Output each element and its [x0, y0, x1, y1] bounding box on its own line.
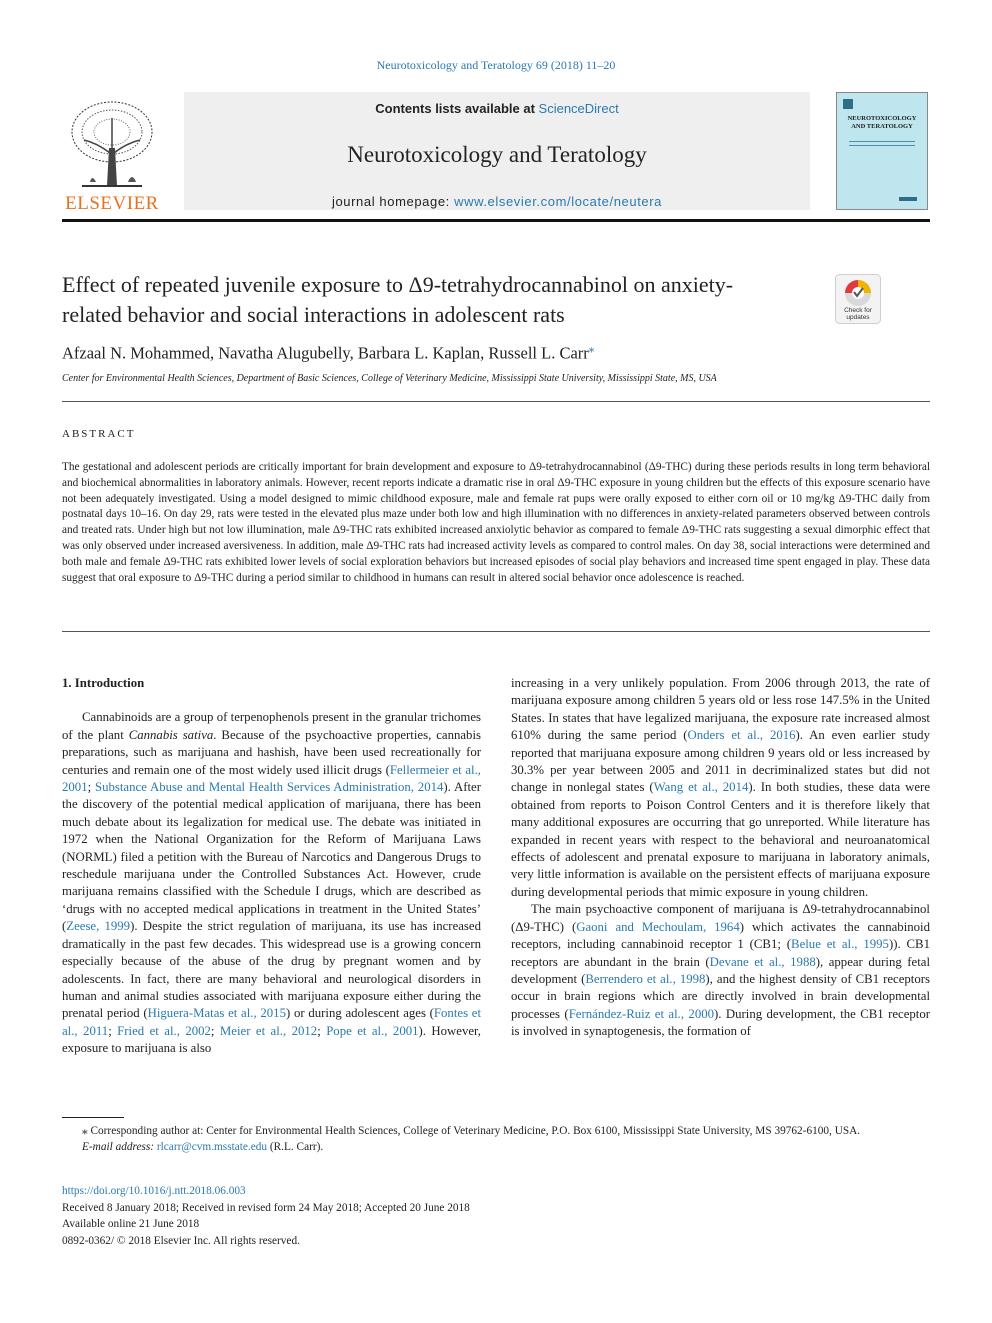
reference-link[interactable]: Fried et al., 2002 [117, 1023, 211, 1038]
author-list [62, 342, 594, 364]
cover-divider [849, 145, 915, 146]
text: ). However, exposure to marijuana is also [62, 1023, 481, 1056]
journal-title: Neurotoxicology and Teratology [347, 142, 647, 167]
sciencedirect-link[interactable]: ScienceDirect [538, 101, 619, 116]
text: ). In both studies, these data were obtained from reports to Poison Control Centers and it is therefore likely that many additional exposures are occurring that go unreported. While literature has expanded in recent years with respect to the behavioral and neuroanatomical effects of adolescent and prenatal exposure to marijuana in laboratory animals, very little information is available on the persistent effects of marijuana exposure during developmental periods that mimic exposure in young children. [511, 780, 930, 899]
cover-title: NEUROTOXICOLOGY AND TERATOLOGY [847, 115, 917, 130]
header-rule [62, 219, 930, 222]
article-title-line: related behavior and social interactions in adolescent rats [62, 302, 565, 327]
email-link[interactable]: rlcarr@cvm.msstate.edu [156, 1141, 268, 1153]
paragraph [62, 709, 481, 1057]
reference-link[interactable]: Meier et al., 2012 [219, 1023, 318, 1038]
contents-prefix: Contents lists available at [375, 101, 539, 116]
reference-link[interactable]: Fontes et al., 2011 [62, 1006, 482, 1038]
footnote [62, 1123, 930, 1155]
text: ). After the discovery of the potential medical application of marijuana, there has been much debate about its legalization for medical use. The debate was initiated in 1972 when the National Organization for the Reform of Marijuana Laws (NORML) filed a petition with the Bureau of Narcotics and Dangerous Drugs to reschedule marijuana under the Controlled Substances Act. However, crude marijuana remains classified with the Schedule I drugs, which are described as ‘drugs with no accepted medical applications in treatment in the United States’ ( [62, 780, 481, 934]
email-label: E-mail address: [82, 1141, 157, 1153]
body-right-column [511, 675, 930, 1041]
contents-availability [184, 101, 810, 116]
affiliation: Center for Environmental Health Sciences, Department of Basic Sciences, College of Veterinary Medicine, Mississippi State University, Mississippi State, MS, USA [62, 373, 717, 384]
journal-citation[interactable]: Neurotoxicology and Teratology 69 (2018) 11–20 [376, 58, 616, 72]
article-title [62, 270, 822, 330]
abstract-heading: ABSTRACT [62, 428, 136, 440]
text: Cannabinoids are a group of terpenophenols present in the granular trichomes of the plant [62, 710, 481, 742]
text: ; [108, 1023, 118, 1038]
received-dates: Received 8 January 2018; Received in revised form 24 May 2018; Accepted 20 June 2018 [62, 1201, 470, 1214]
text: ) which activates the cannabinoid receptors, including cannabinoid receptor 1 (CB1; ( [511, 919, 930, 952]
text: ; [87, 780, 95, 795]
footnote-mark: ⁎ [82, 1125, 88, 1137]
reference-link[interactable]: Zeese, 1999 [66, 919, 131, 934]
article-meta [62, 1183, 470, 1249]
divider [62, 401, 930, 402]
journal-homepage [184, 194, 810, 209]
text: ), and the highest density of CB1 receptors occur in brain regions which are directly involved in brain developmental processes ( [511, 971, 931, 1021]
text: ; [317, 1023, 327, 1038]
corresponding-author-mark[interactable]: ⁎ [588, 343, 595, 355]
cover-publisher-mark-icon [899, 197, 917, 201]
text: ). Despite the strict regulation of marijuana, its use has increased dramatically in the past few decades. This widespread use is a growing concern especially because of the abuse of the drug by pregnant women and by adolescents. In fact, there are many behavioral and neurological disorders in human and animal studies associated with marijuana exposure either during the prenatal period ( [62, 919, 481, 1021]
footnote-rule [62, 1117, 124, 1118]
reference-link[interactable]: Fernández-Ruiz et al., 2000 [568, 1006, 715, 1021]
text: ) or during adolescent ages ( [285, 1006, 434, 1021]
corresponding-author-note [62, 1123, 930, 1139]
abstract-text: The gestational and adolescent periods are critically important for brain development and exposure to Δ9-tetrahydrocannabinol (Δ9-THC) during these periods results in long term behavioral and biochemical abnormalities in laboratory animals. However, recent reports indicate a dramatic rise in oral Δ9-THC exposure in young children but the effects of this exposure scenario have not been adequately investigated. Using a model designed to mimic childhood exposure, male and female rat pups were orally exposed to either corn oil or 10 mg/kg Δ9-THC daily from postnatal days 10–16. On day 29, rats were tested in the elevated plus maze under both low and high illumination with no differences in anxiety-related parameters observed between controls and treated rats. Under high but not low illumination, male Δ9-THC rats exhibited increased anxiolytic behavior as compared to female Δ9-THC rats suggesting a sexual dimorphic effect that was only observed under increased aversiveness. In addition, male Δ9-THC rats had increased activity levels as compared to control males. On day 38, social interactions were determined and both male and female Δ9-THC rats exhibited lower levels of social exploration behaviors but increased episodes of social play behaviors and increased time spent engaged in play. These data suggest that oral exposure to Δ9-THC during a period similar to childhood in humans can result in altered social behavior once adolescence is reached. [62, 461, 930, 584]
check-for-updates-button[interactable] [835, 274, 881, 324]
reference-link[interactable]: Wang et al., 2014 [653, 780, 749, 795]
text: Corresponding author at: Center for Environmental Health Sciences, College of Veterinary Medicine, P.O. Box 6100, Mississippi State University, MS 39762-6100, USA. [87, 1125, 861, 1137]
reference-link[interactable]: Devane et al., 1988 [709, 954, 816, 969]
cover-divider [849, 141, 915, 142]
reference-link[interactable]: Onders et al., 2016 [687, 728, 796, 743]
text: ), appear during fetal development ( [511, 954, 930, 986]
cover-logo-icon [843, 99, 853, 109]
text: increasing in a very unlikely population. From 2006 through 2013, the rate of marijuana exposure among children 5 years old or less rose 147.5% in the United States. In states that have legalized marijuana, the exposure rate increased almost 610% during the same period ( [511, 676, 930, 743]
divider [62, 631, 930, 632]
reference-link[interactable]: Fellermeier et al., 2001 [62, 762, 481, 795]
available-online: Available online 21 June 2018 [62, 1218, 200, 1230]
doi-link[interactable]: https://doi.org/10.1016/j.ntt.2018.06.003 [62, 1185, 246, 1197]
paragraph [511, 901, 930, 1040]
check-updates-label: Check for updates [844, 307, 872, 321]
homepage-prefix: journal homepage: [331, 194, 455, 209]
paragraph [511, 675, 930, 901]
publisher-logo-text: ELSEVIER [65, 193, 159, 214]
text: )). CB1 receptors are abundant in the brain ( [511, 937, 930, 969]
reference-link[interactable]: Pope et al., 2001 [326, 1023, 419, 1038]
species-name: Cannabis sativa [128, 727, 214, 742]
text: . Because of the psychoactive properties, cannabis preparations, such as marijuana and hashish, have been used recreationally for centuries and remain one of the most widely used illicit drugs ( [62, 727, 481, 777]
journal-cover-thumbnail[interactable] [836, 92, 928, 210]
article-title-line: Effect of repeated juvenile exposure to Δ9-tetrahydrocannabinol on anxiety- [62, 272, 734, 297]
email-line [62, 1139, 930, 1155]
copyright: 0892-0362/ © 2018 Elsevier Inc. All rights reserved. [62, 1234, 300, 1247]
body-left-column [62, 675, 481, 1058]
text: The main psychoactive component of marijuana is Δ9-tetrahydrocannabinol (Δ9-THC) ( [511, 902, 930, 934]
homepage-link[interactable]: www.elsevier.com/locate/neutera [454, 194, 663, 209]
text: (R.L. Carr). [267, 1141, 324, 1153]
text: ). During development, the CB1 receptor is involved in synaptogenesis, the formation of [511, 1006, 930, 1039]
reference-link[interactable]: Higuera-Matas et al., 2015 [147, 1006, 286, 1021]
reference-link[interactable]: Belue et al., 1995 [791, 937, 889, 952]
tree-icon [62, 98, 162, 193]
text: ). An even earlier study reported that marijuana exposure among children 9 years old or less increased by 30.3% per year between 2005 and 2011 in decriminalized states but did not change in nonlegal states ( [511, 728, 930, 795]
reference-link[interactable]: Substance Abuse and Mental Health Services Administration, 2014 [94, 780, 444, 795]
text: ; [210, 1023, 220, 1038]
reference-link[interactable]: Gaoni and Mechoulam, 1964 [576, 919, 740, 934]
reference-link[interactable]: Berrendero et al., 1998 [585, 971, 706, 986]
authors: Afzaal N. Mohammed, Navatha Alugubelly, Barbara L. Kaplan, Russell L. Carr [62, 343, 589, 363]
section-heading: 1. Introduction [62, 676, 145, 690]
